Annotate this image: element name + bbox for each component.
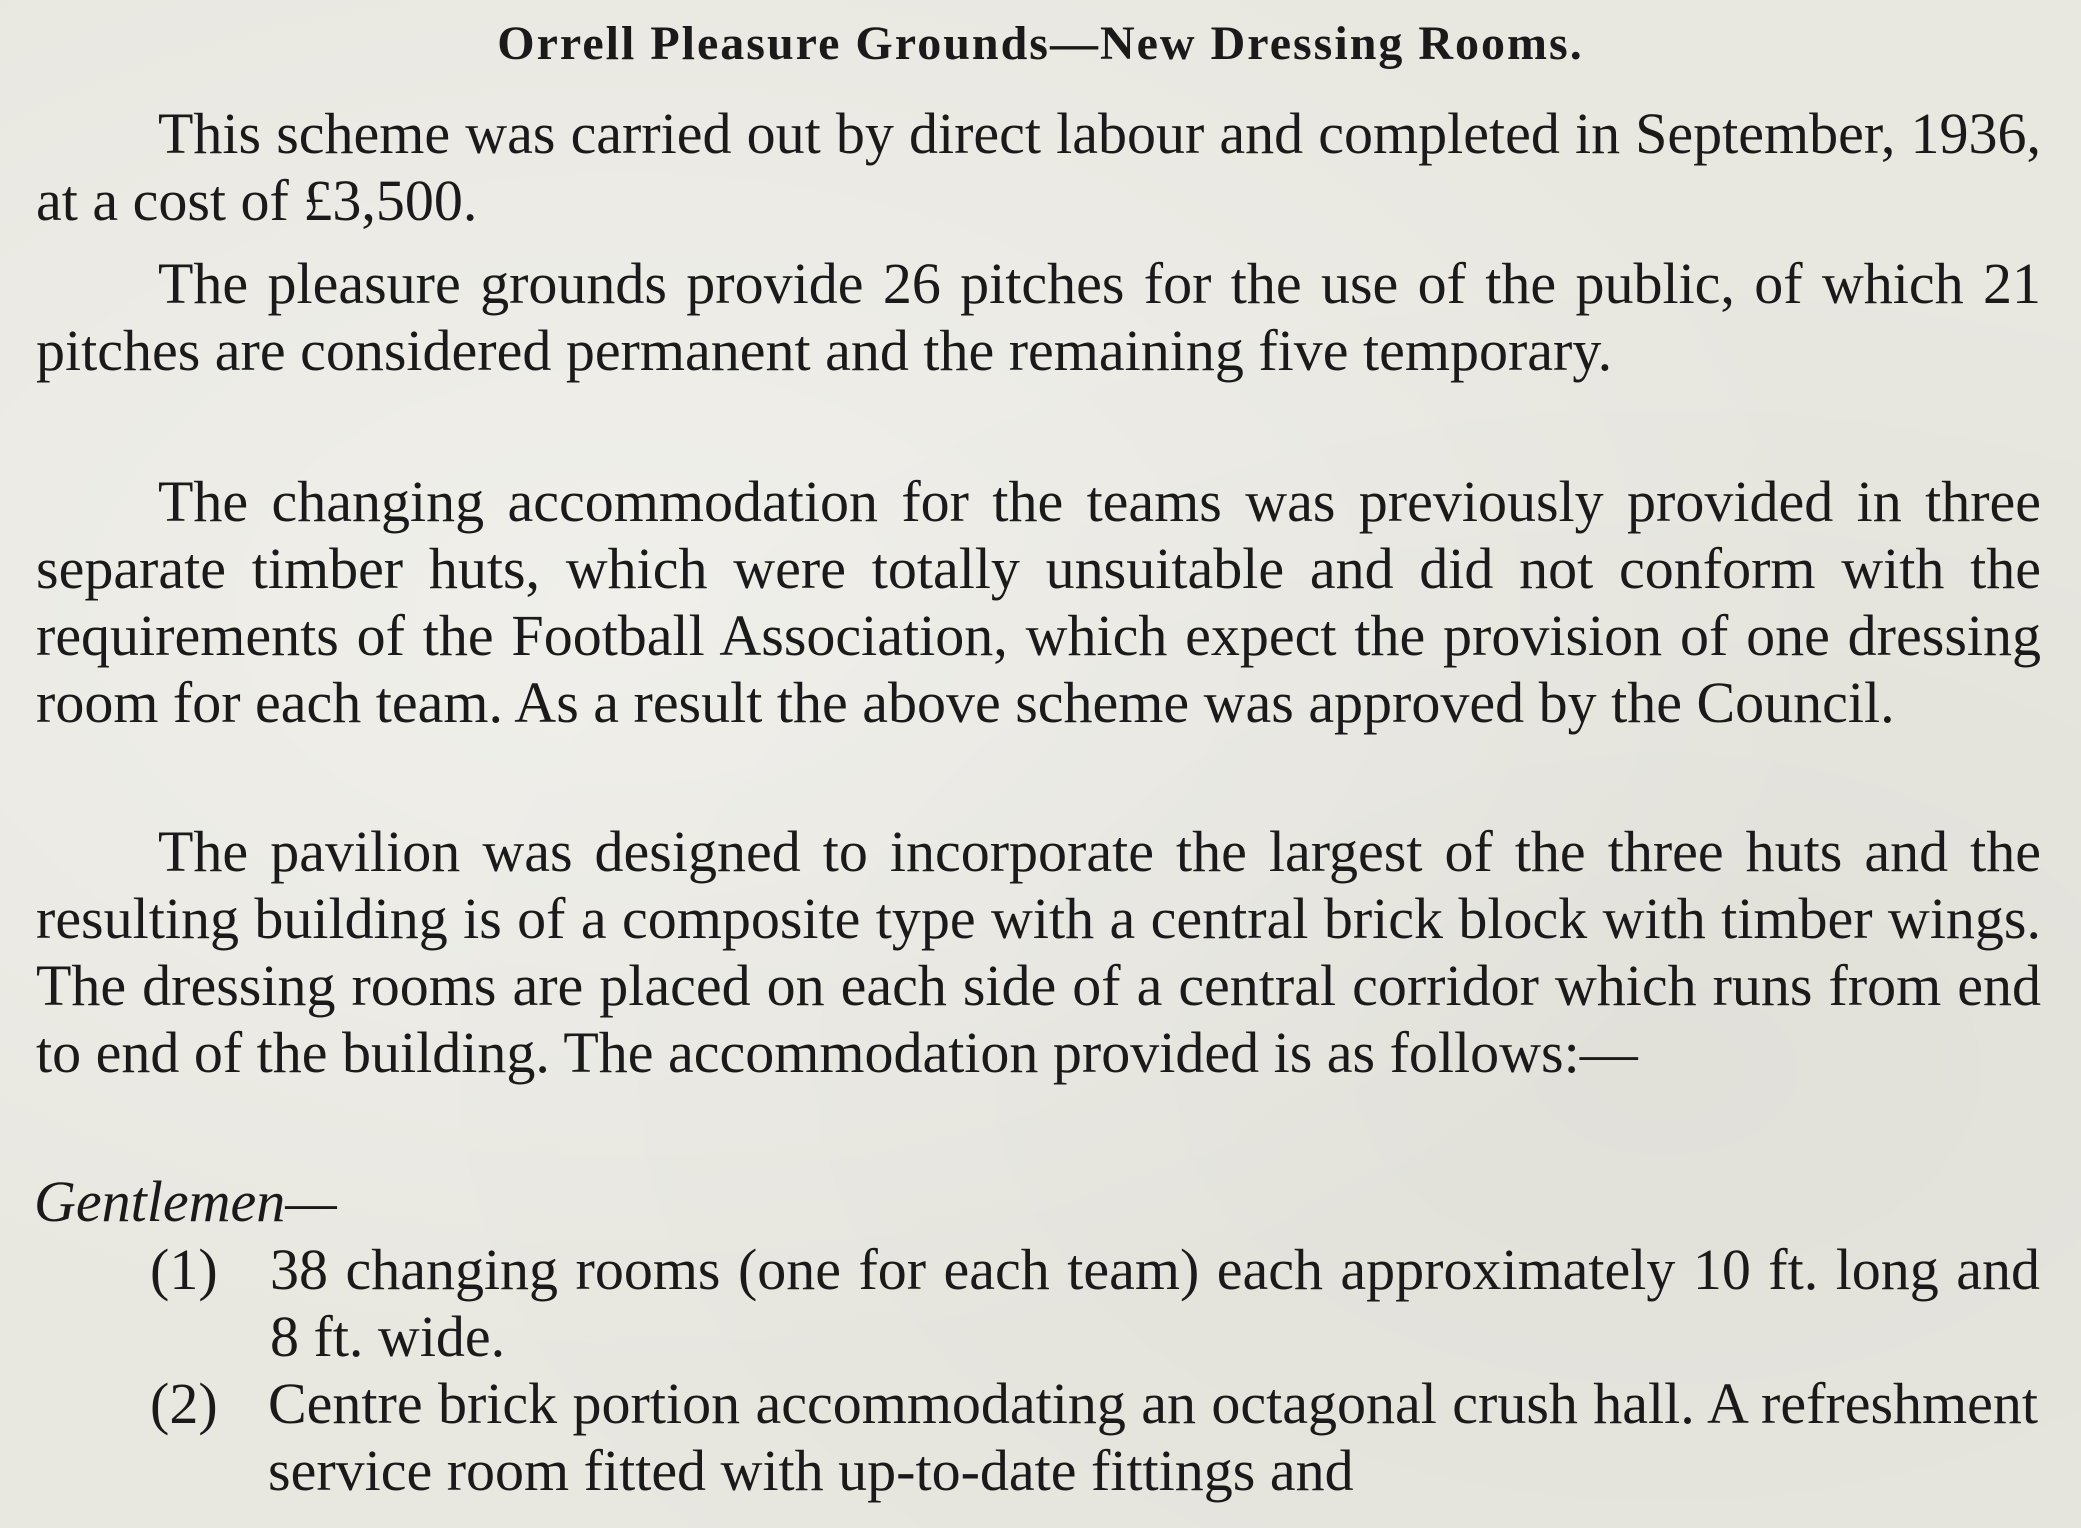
paragraph-2: The pleasure grounds provide 26 pitches for the use of the public, of which 21 pitches are considered permanent and the remaining five temporary. (36, 251, 2041, 383)
section-heading: Gentlemen— (34, 1169, 337, 1234)
paragraph-4: The pavilion was designed to incorporate the largest of the three huts and the resulting building is of a composite type with a central brick block with timber wings. The dressing rooms are placed on each side of a central corridor which runs from end to end of the building. The accommodation provided is as follows:— (36, 819, 2041, 1085)
list-item-text: Centre brick portion accommodating an octagonal crush hall. A refreshment service room fitted with up-to-date fittings and (268, 1371, 2038, 1503)
page-title: Orrell Pleasure Grounds—New Dressing Rooms. (497, 17, 1584, 70)
paragraph-3: The changing accommodation for the teams was previously provided in three separate timber huts, which were totally unsuitable and did not conform with the requirements of the Football Association, which expect the provision of one dressing room for each team. As a result the above scheme was approved by the Council. (36, 469, 2041, 735)
list-item-text: 38 changing rooms (one for each team) each approximately 10 ft. long and 8 ft. wide. (270, 1237, 2040, 1369)
list-item-number: (2) (150, 1371, 218, 1436)
list-item-number: (1) (150, 1237, 218, 1302)
paragraph-1: This scheme was carried out by direct labour and completed in September, 1936, at a cost of £3,500. (36, 101, 2041, 233)
